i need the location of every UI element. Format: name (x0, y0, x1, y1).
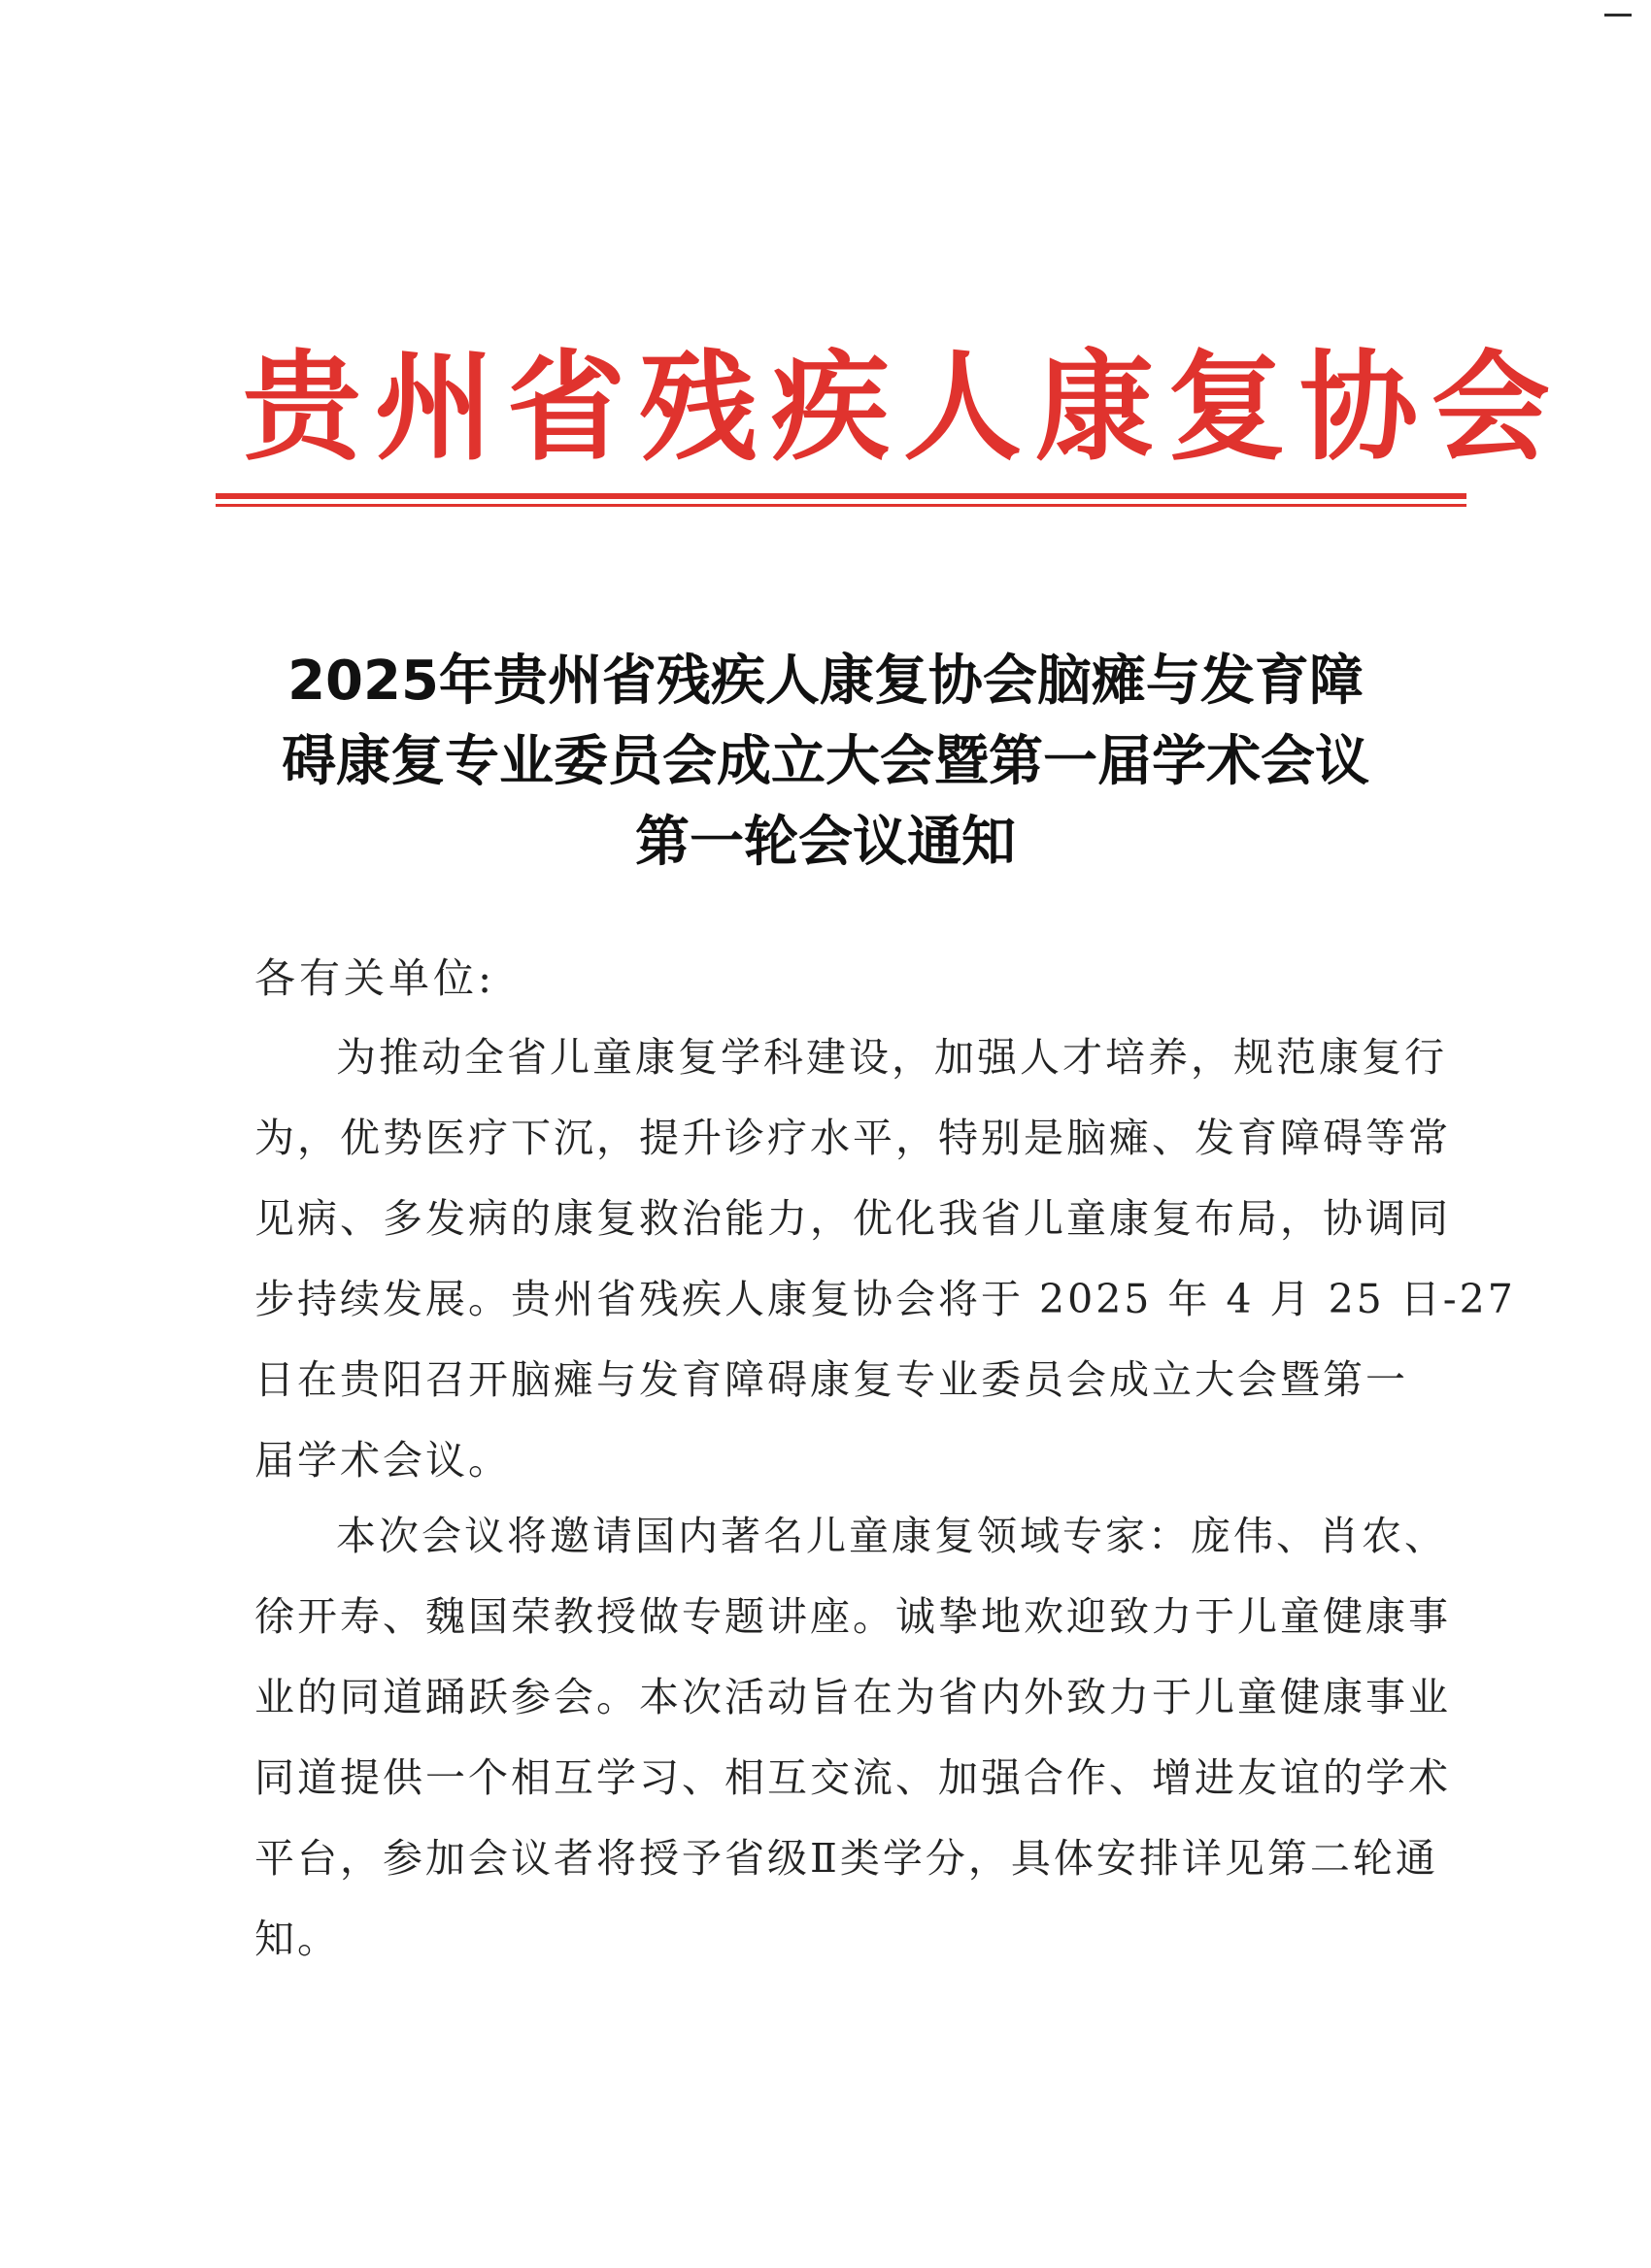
title-line-1: 2025年贵州省残疾人康复协会脑瘫与发育障 (287, 650, 1364, 713)
paragraph-2 (254, 1496, 1451, 1980)
title-line-2: 碍康复专业委员会成立大会暨第一届学术会议 (282, 730, 1369, 793)
paragraph-line: 徐开寿、魏国荣教授做专题讲座。诚挚地欢迎致力于儿童健康事 (254, 1593, 1451, 1640)
paragraph-line: 日在贵阳召开脑瘫与发育障碍康复专业委员会成立大会暨第一 (254, 1356, 1408, 1403)
scan-corner-mark (1604, 14, 1632, 17)
paragraph-line: 知。 (254, 1916, 340, 1962)
red-rule-thick (216, 493, 1466, 499)
paragraph-line: 步持续发展。贵州省残疾人康复协会将于 2025 年 4 月 25 日-27 (254, 1276, 1516, 1322)
paragraph-line: 届学术会议。 (254, 1437, 511, 1484)
paragraph-line: 为推动全省儿童康复学科建设，加强人才培养，规范康复行 (336, 1034, 1447, 1081)
letterhead-red-rule (216, 493, 1466, 509)
paragraph-line: 本次会议将邀请国内著名儿童康复领域专家：庞伟、肖农、 (336, 1513, 1447, 1559)
paragraph-line: 同道提供一个相互学习、相互交流、加强合作、增进友谊的学术 (254, 1754, 1451, 1801)
letterhead-org-name: 贵州省残疾人康复协会 (243, 339, 1564, 477)
paragraph-line: 平台，参加会议者将授予省级Ⅱ类学分，具体安排详见第二轮通 (254, 1835, 1438, 1882)
paragraph-line: 为，优势医疗下沉，提升诊疗水平，特别是脑瘫、发育障碍等常 (254, 1115, 1451, 1161)
paragraph-line: 见病、多发病的康复救治能力，优化我省儿童康复布局，协调同 (254, 1195, 1451, 1242)
document-title (223, 641, 1428, 883)
title-line-3: 第一轮会议通知 (635, 811, 1016, 874)
paragraph-line: 业的同道踊跃参会。本次活动旨在为省内外致力于儿童健康事业 (254, 1674, 1451, 1720)
paragraph-1 (254, 1017, 1516, 1501)
salutation: 各有关单位: (254, 954, 496, 1002)
red-rule-thin (216, 504, 1466, 507)
